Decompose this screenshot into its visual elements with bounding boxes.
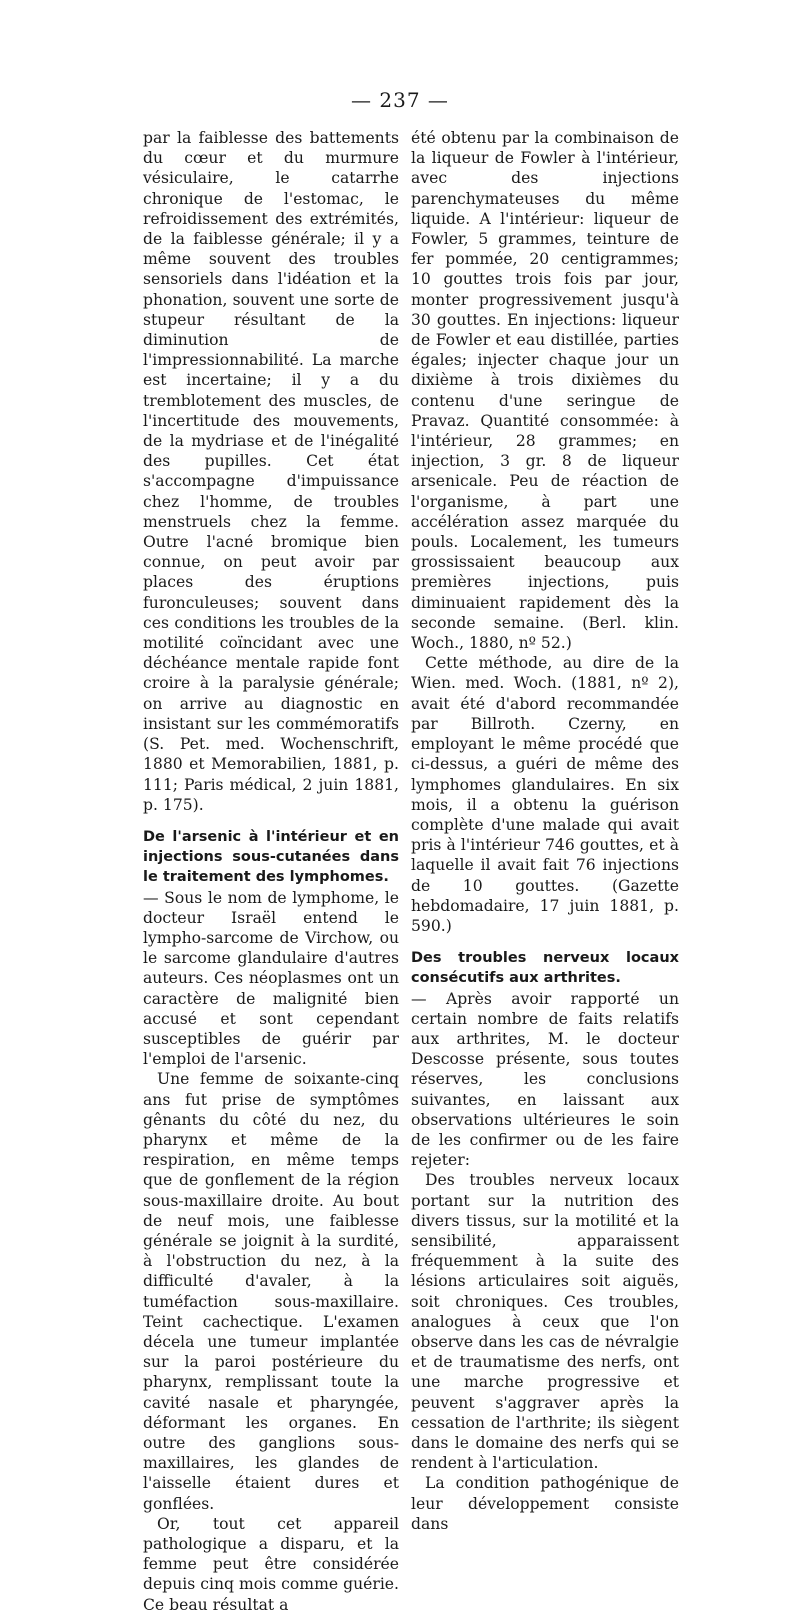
paragraph: — Après avoir rapporté un certain nombre de faits relatifs aux arthrites, M. le docteur Descosse présente, sous toutes réserves, les conclusions suivantes, en laissant aux observations ultérieures le soin de les confirmer ou de les faire rejeter: [411, 989, 679, 1170]
paragraph: été obtenu par la combinaison de la liqueur de Fowler à l'intérieur, avec des injections parenchymateuses du même liquide. A l'intérieur: liqueur de Fowler, 5 grammes, teinture de fer pommée, 20 centigrammes; 10 gouttes trois fois par jour, monter progressivement jusqu'à 30 gouttes. En injections: liqueur de Fowler et eau distillée, parties égales; injecter chaque jour un dixième à trois dixièmes du contenu d'une seringue de Pravaz. Quantité consommée: à l'intérieur, 28 grammes; en injection, 3 gr. 8 de liqueur arsenicale. Peu de réaction de l'organisme, à part une accélération assez marquée du pouls. Localement, les tumeurs grossissaient beaucoup aux premières injections, puis diminuaient rapidement dès la seconde semaine. (Berl. klin. Woch., 1880, nº 52.) [411, 129, 679, 653]
paragraph: par la faiblesse des battements du cœur et du murmure vésiculaire, le catarrhe chronique de l'estomac, le refroidissement des extrémités, de la faiblesse générale; il y a même souvent des troubles sensoriels dans l'idéation et la phonation, souvent une sorte de stupeur résultant de la diminution de l'impressionnabilité. La marche est incertaine; il y a du tremblotement des muscles, de l'incertitude des mouvements, de la mydriase et de l'inégalité des pupilles. Cet état s'accompagne d'impuissance chez l'homme, de troubles menstruels chez la femme. Outre l'acné bromique bien connue, on peut avoir par places des éruptions furonculeuses; souvent dans ces conditions les troubles de la motilité coïncidant avec une déchéance mentale rapide font croire à la paralysie générale; on arrive au diagnostic en insistant sur les commémoratifs (S. Pet. med. Wochenschrift, 1880 et Memorabilien, 1881, p. 111; Paris médical, 2 juin 1881, p. 175). [143, 129, 399, 814]
paragraph: Des troubles nerveux locaux portant sur la nutrition des divers tissus, sur la motilité et la sensibilité, apparaissent fréquemment à la suite des lésions articulaires soit aiguës, soit chroniques. Ces troubles, analogues à ceux que l'on observe dans les cas de névralgie et de traumatisme des nerfs, ont une marche progressive et peuvent s'aggraver après la cessation de l'arthrite; ils siègent dans le domaine des nerfs qui se rendent à l'articulation. [411, 1171, 679, 1473]
page-number: — 237 — [351, 88, 449, 112]
paragraph: Or, tout cet appareil pathologique a disparu, et la femme peut être considérée depuis cinq mois comme guérie. Ce beau résultat a [143, 1514, 399, 1614]
paragraph: La condition pathogénique de leur développement consiste dans [411, 1474, 679, 1533]
paragraph: — Sous le nom de lymphome, le docteur Israël entend le lympho-sarcome de Virchow, ou le sarcome glandulaire d'autres auteurs. Ces néoplasmes ont un caractère de malignité bien accusé et sont cependant susceptibles de guérir par l'emploi de l'arsenic. [143, 888, 399, 1069]
left-column [143, 128, 399, 1615]
section-heading: De l'arsenic à l'intérieur et en injections sous-cutanées dans le traitement des lymphomes. [143, 828, 399, 886]
section-heading: Des troubles nerveux locaux consécutifs aux arthrites. [411, 950, 679, 987]
paragraph: Cette méthode, au dire de la Wien. med. Woch. (1881, nº 2), avait été d'abord recommandée par Billroth. Czerny, en employant le même procédé que ci-dessus, a guéri de même des lymphomes glandulaires. En six mois, il a obtenu la guérison complète d'une malade qui avait pris à l'intérieur 746 gouttes, et à laquelle il avait fait 76 injections de 10 gouttes. (Gazette hebdomadaire, 17 juin 1881, p. 590.) [411, 654, 679, 935]
paragraph: Une femme de soixante-cinq ans fut prise de symptômes gênants du côté du nez, du pharynx et même de la respiration, en même temps que de gonflement de la région sous-maxillaire droite. Au bout de neuf mois, une faiblesse générale se joignit à la surdité, à l'obstruction du nez, à la difficulté d'avaler, à la tuméfaction sous-maxillaire. Teint cachectique. L'examen décela une tumeur implantée sur la paroi postérieure du pharynx, remplissant toute la cavité nasale et pharyngée, déformant les organes. En outre des ganglions sous-maxillaires, les glandes de l'aisselle étaient dures et gonflées. [143, 1070, 399, 1513]
right-column [411, 128, 679, 1534]
